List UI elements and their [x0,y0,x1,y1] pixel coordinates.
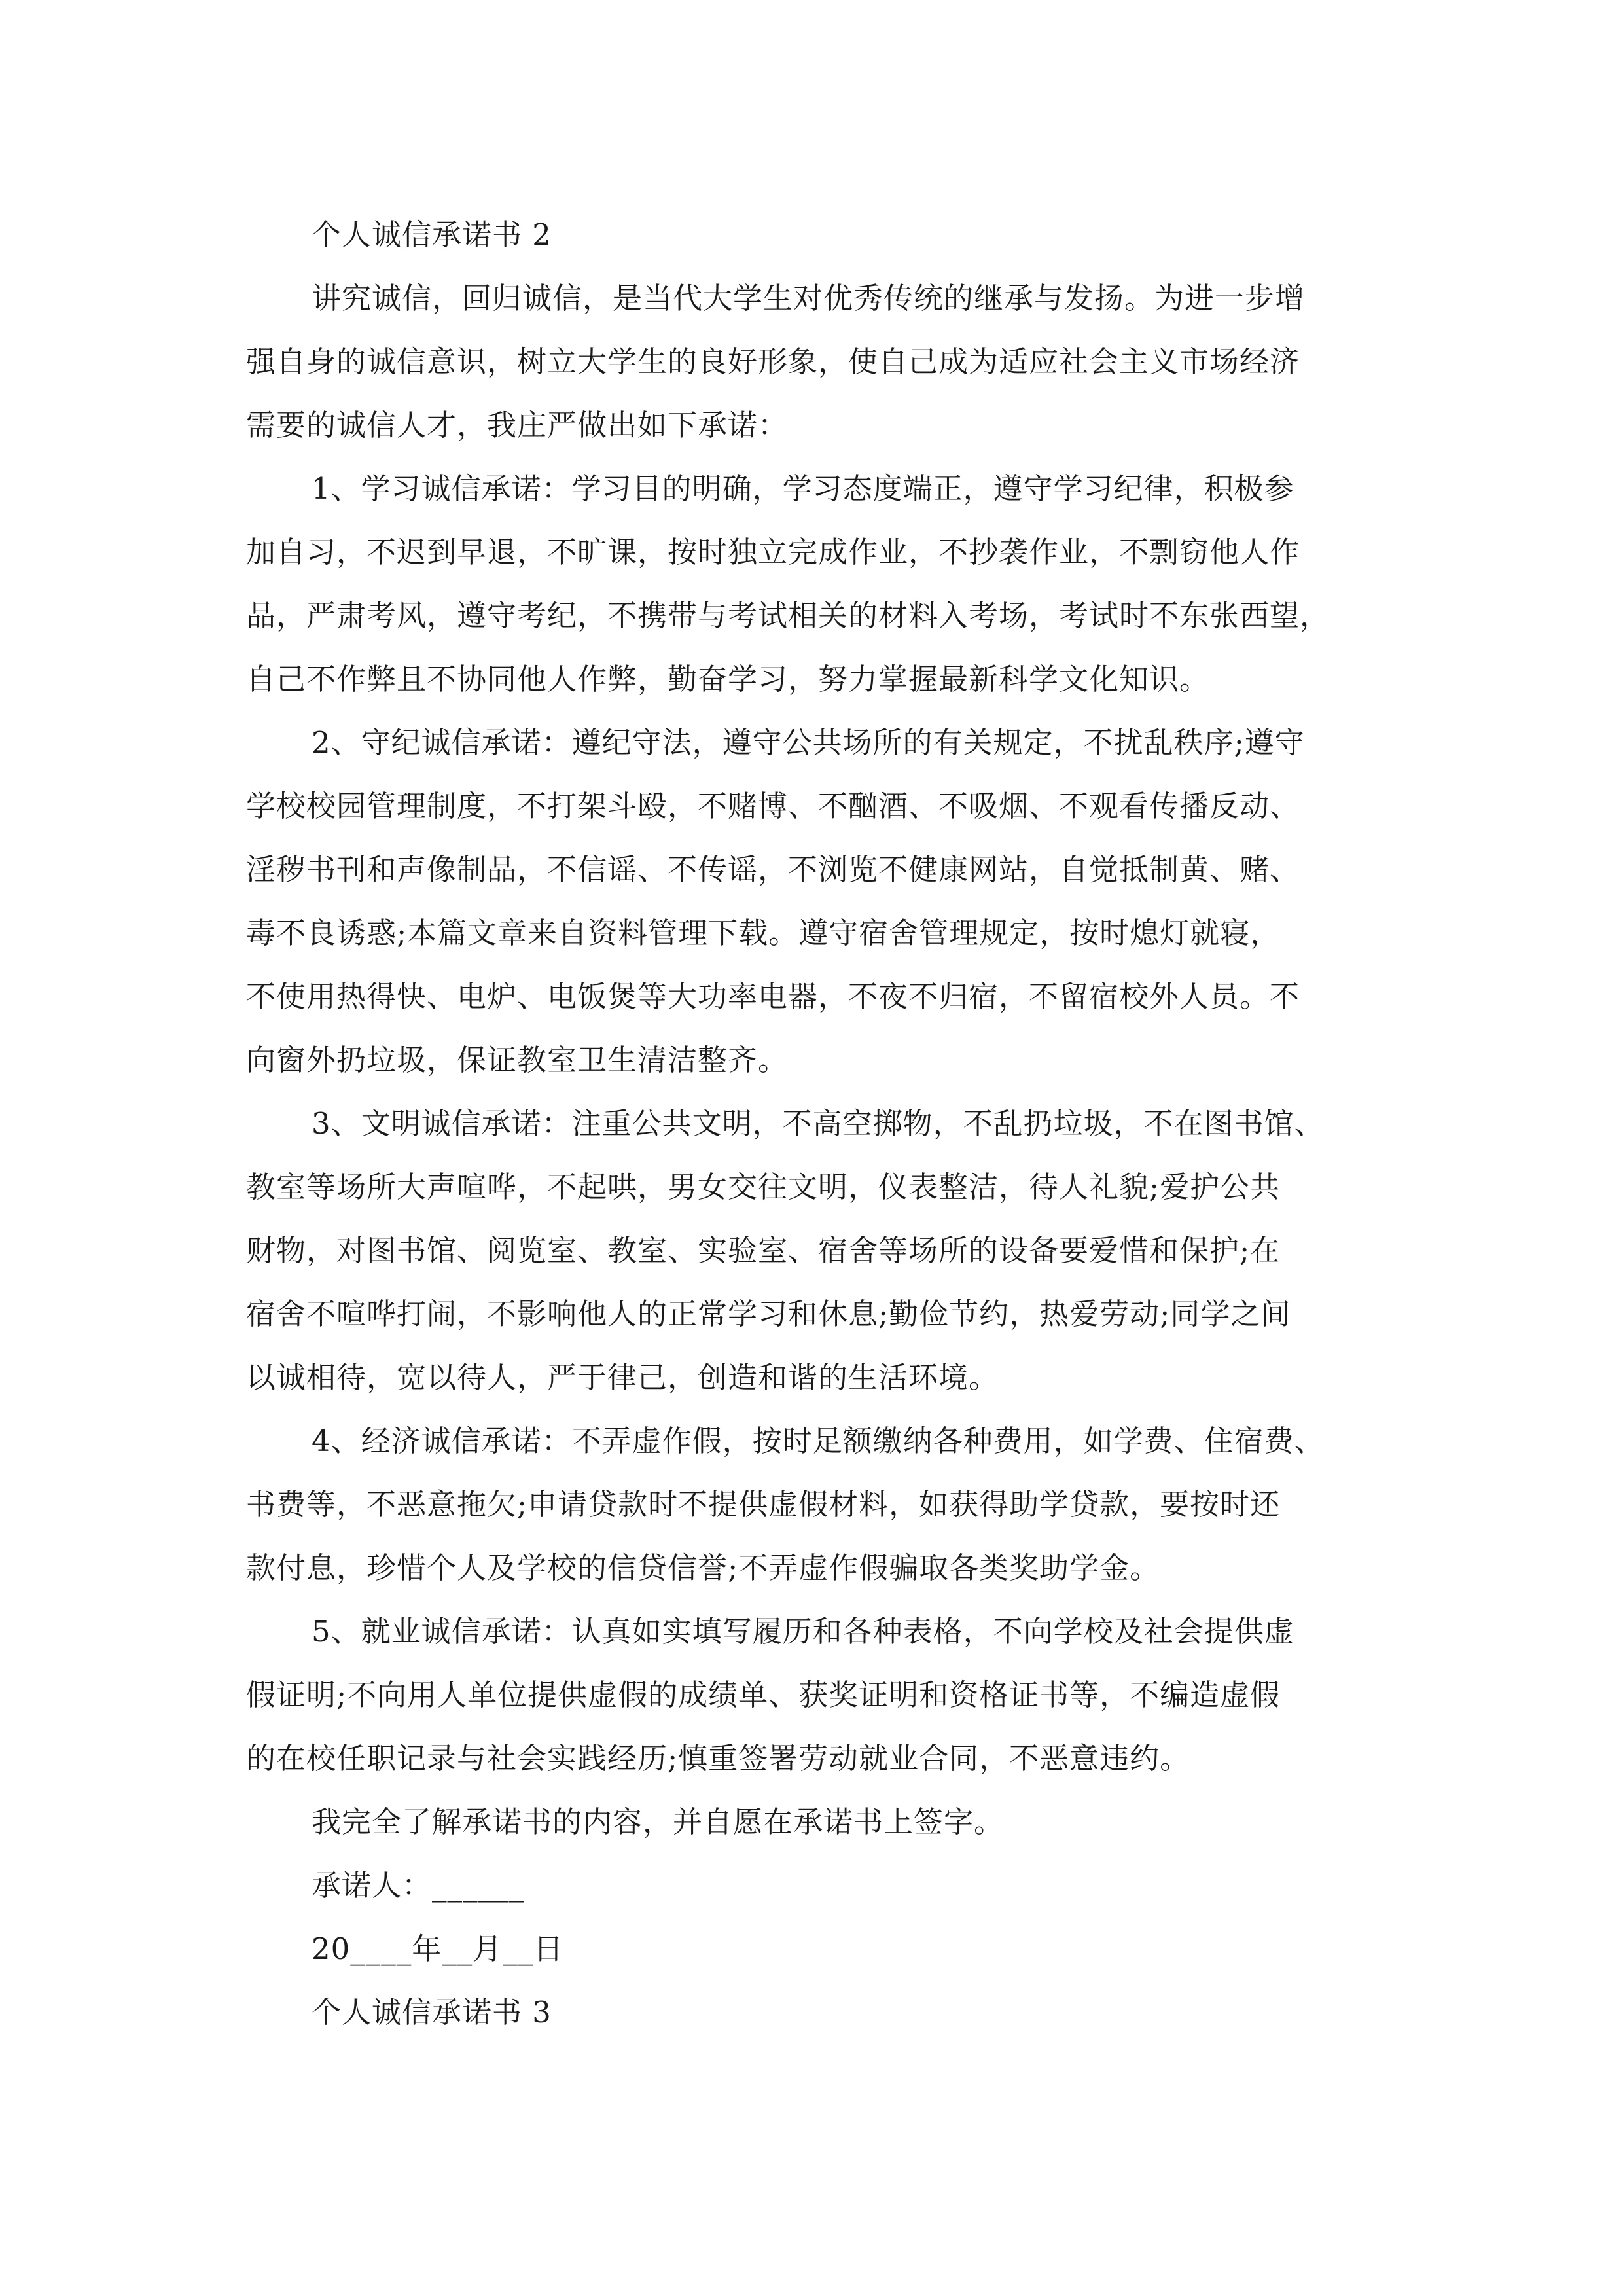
text-line: 财物，对图书馆、阅览室、教室、实验室、宿舍等场所的设备要爱惜和保护;在 [246,1233,1281,1268]
text-line: 假证明;不向用人单位提供虚假的成绩单、获奖证明和资格证书等，不编造虚假 [246,1677,1281,1712]
text-line: 品，严肃考风，遵守考纪，不携带与考试相关的材料入考场，考试时不东张西望， [246,598,1330,633]
text-line: 5、就业诚信承诺：认真如实填写履历和各种表格，不向学校及社会提供虚 [312,1614,1294,1649]
text-line: 向窗外扔垃圾，保证教室卫生清洁整齐。 [246,1043,789,1077]
text-line: 个人诚信承诺书 3 [312,1995,552,2030]
text-line: 的在校任职记录与社会实践经历;慎重签署劳动就业合同，不恶意违约。 [246,1741,1190,1776]
text-line: 20____年__月__日 [312,1931,564,1966]
text-line: 淫秽书刊和声像制品，不信谣、不传谣，不浏览不健康网站，自觉抵制黄、赌、 [246,852,1300,887]
document-body [246,203,1378,2044]
text-line: 以诚相待，宽以待人，严于律己，创造和谐的生活环境。 [246,1360,999,1395]
text-line: 需要的诚信人才，我庄严做出如下承诺： [246,408,789,442]
text-line: 不使用热得快、电炉、电饭煲等大功率电器，不夜不归宿，不留宿校外人员。不 [246,979,1300,1014]
text-line: 强自身的诚信意识，树立大学生的良好形象，使自己成为适应社会主义市场经济 [246,344,1300,379]
text-line: 个人诚信承诺书 2 [312,217,552,252]
text-line: 2、守纪诚信承诺：遵纪守法，遵守公共场所的有关规定，不扰乱秩序;遵守 [312,725,1305,760]
text-line: 4、经济诚信承诺：不弄虚作假，按时足额缴纳各种费用，如学费、住宿费、 [312,1424,1325,1458]
text-line: 1、学习诚信承诺：学习目的明确，学习态度端正，遵守学习纪律，积极参 [312,471,1294,506]
text-line: 3、文明诚信承诺：注重公共文明，不高空掷物，不乱扔垃圾，不在图书馆、 [312,1106,1325,1141]
text-line: 款付息，珍惜个人及学校的信贷信誉;不弄虚作假骗取各类奖助学金。 [246,1551,1160,1585]
text-line: 毒不良诱惑;本篇文章来自资料管理下载。遵守宿舍管理规定，按时熄灯就寝， [246,916,1281,950]
text-line: 加自习，不迟到早退，不旷课，按时独立完成作业，不抄袭作业，不剽窃他人作 [246,535,1300,569]
text-line: 讲究诚信，回归诚信，是当代大学生对优秀传统的继承与发扬。为进一步增 [312,281,1306,315]
text-line: 宿舍不喧哗打闹，不影响他人的正常学习和休息;勤俭节约，热爱劳动;同学之间 [246,1297,1291,1331]
text-line: 承诺人：______ [312,1868,525,1903]
text-line: 学校校园管理制度，不打架斗殴，不赌博、不酗酒、不吸烟、不观看传播反动、 [246,789,1300,823]
text-line: 自己不作弊且不协同他人作弊，勤奋学习，努力掌握最新科学文化知识。 [246,662,1210,696]
text-line: 我完全了解承诺书的内容，并自愿在承诺书上签字。 [312,1804,1005,1839]
text-line: 教室等场所大声喧哗，不起哄，男女交往文明，仪表整洁，待人礼貌;爱护公共 [246,1170,1281,1204]
text-line: 书费等，不恶意拖欠;申请贷款时不提供虚假材料，如获得助学贷款，要按时还 [246,1487,1281,1522]
